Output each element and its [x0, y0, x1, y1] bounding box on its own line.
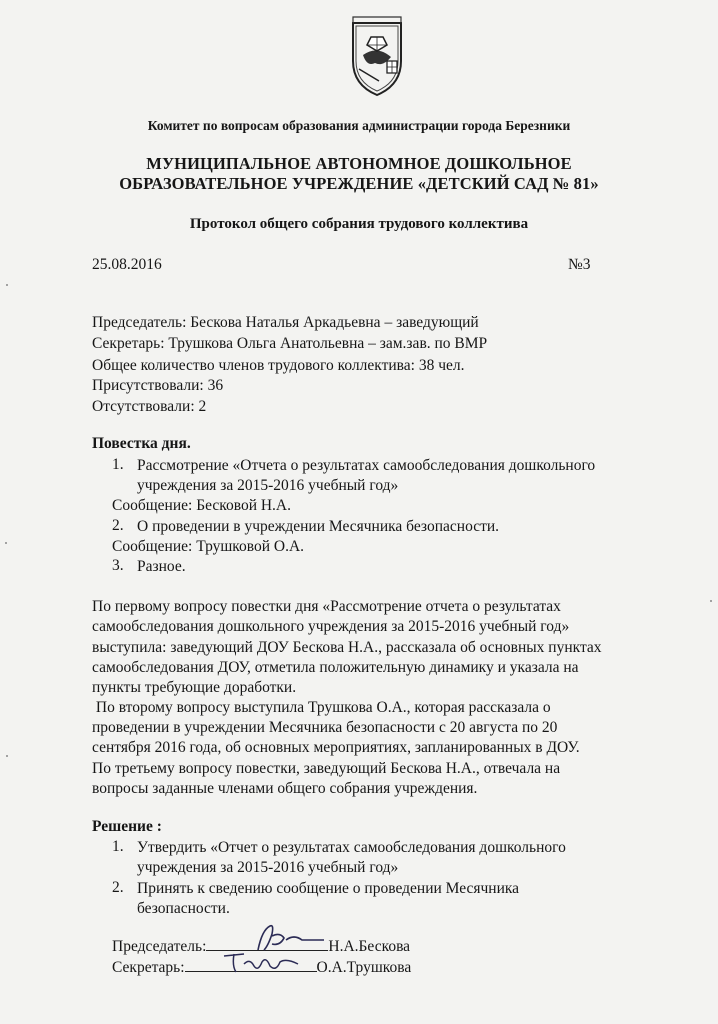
chair-signature-name: Н.А.Бескова [328, 938, 411, 955]
decision-item-text: Принять к сведению сообщение о проведении Месячника [137, 880, 520, 897]
decision-item-text: учреждения за 2015-2016 учебный год» [137, 859, 399, 876]
agenda-message: Сообщение: Бесковой Н.А. [112, 497, 291, 514]
agenda-item-number: 2. [112, 517, 124, 534]
body-line: По третьему вопросу повестки, заведующий Бескова Н.А., отвечала на [92, 760, 561, 777]
secretary-signature-label: Секретарь: [112, 959, 185, 976]
agenda-item-text: О проведении в учреждении Месячника безопасности. [137, 518, 500, 535]
secretary-handwritten-signature [218, 946, 304, 976]
decision-item-number: 1. [112, 838, 124, 855]
agenda-item-number: 1. [112, 456, 124, 473]
secretary-signature-name: О.А.Трушкова [316, 959, 412, 976]
body-line: самообследования дошкольного учреждения за 2015-2016 учебный год» [92, 618, 570, 635]
document-number: №3 [568, 256, 591, 273]
body-line: выступила: заведующий ДОУ Бескова Н.А., рассказала об основных пунктах [92, 639, 602, 656]
agenda-heading: Повестка дня. [92, 435, 191, 452]
decision-item-number: 2. [112, 879, 124, 896]
agenda-item-text: учреждения за 2015-2016 учебный год» [137, 477, 399, 494]
present-line: Присутствовали: 36 [92, 377, 224, 394]
scan-speck [710, 600, 712, 602]
body-line: По второму вопросу выступила Трушкова О.А., которая рассказала о [92, 699, 551, 716]
body-line: сентября 2016 года, об основных мероприятиях, запланированных в ДОУ. [92, 739, 580, 756]
secretary-line: Секретарь: Трушкова Ольга Анатольевна – зам.зав. по ВМР [92, 335, 488, 352]
agenda-item-number: 3. [112, 557, 124, 574]
body-line: вопросы заданные членами общего собрания учреждения. [92, 780, 478, 797]
decision-item-text: Утвердить «Отчет о результатах самообследования дошкольного [137, 839, 566, 856]
body-line: По первому вопросу повестки дня «Рассмотрение отчета о результатах [92, 598, 561, 615]
agenda-message: Сообщение: Трушковой О.А. [112, 538, 305, 555]
scan-speck [6, 284, 8, 286]
chair-line: Председатель: Бескова Наталья Аркадьевна – заведующий [92, 314, 479, 331]
decision-heading: Решение : [92, 818, 162, 835]
document-date: 25.08.2016 [92, 256, 162, 273]
organization-name-line2: ОБРАЗОВАТЕЛЬНОЕ УЧРЕЖДЕНИЕ «ДЕТСКИЙ САД № 81» [119, 174, 599, 193]
document-title: Протокол общего собрания трудового коллектива [189, 216, 529, 232]
total-members-line: Общее количество членов трудового коллектива: 38 чел. [92, 357, 465, 374]
agenda-item-text: Рассмотрение «Отчета о результатах самообследования дошкольного [137, 457, 596, 474]
chair-signature-label: Председатель: [112, 938, 207, 955]
body-line: самообследования ДОУ, отметила положительную динамику и указала на [92, 659, 579, 676]
body-line: проведении в учреждении Месячника безопасности с 20 августа по 20 [92, 719, 558, 736]
committee-name: Комитет по вопросам образования администрации города Березники [147, 118, 571, 133]
agenda-item-text: Разное. [137, 558, 186, 575]
organization-name-line1: МУНИЦИПАЛЬНОЕ АВТОНОМНОЕ ДОШКОЛЬНОЕ [146, 154, 572, 173]
scan-speck [6, 755, 8, 757]
absent-line: Отсутствовали: 2 [92, 398, 207, 415]
decision-item-text: безопасности. [137, 900, 230, 917]
coat-of-arms-emblem [343, 15, 411, 99]
scan-speck [5, 542, 7, 544]
body-line: пункты требующие доработки. [92, 679, 297, 696]
